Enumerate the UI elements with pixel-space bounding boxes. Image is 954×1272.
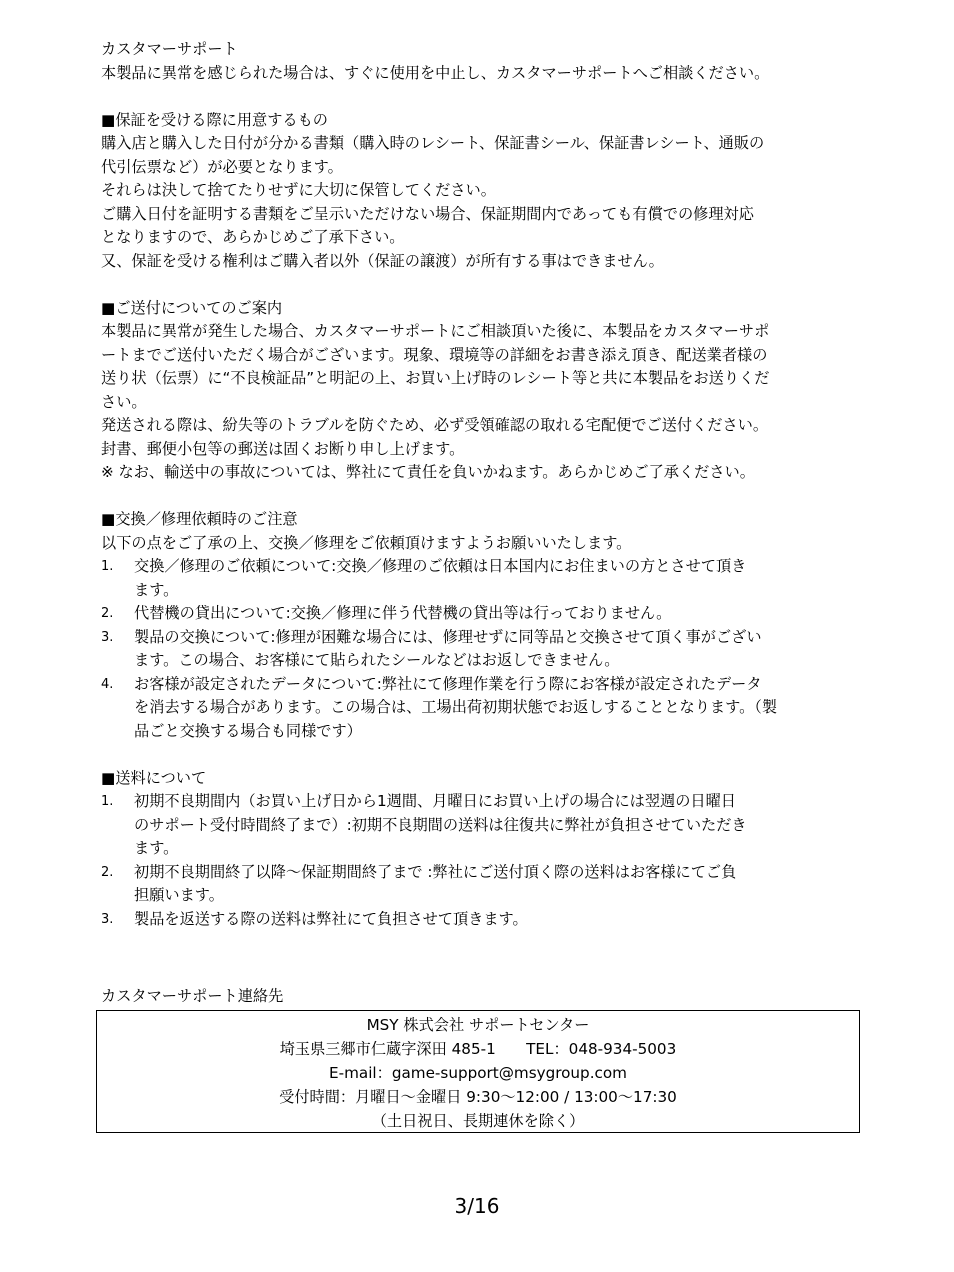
warranty-line: 購入店と購入した日付が分かる書類（購入時のレシート、保証書シール、保証書レシート、通販の xyxy=(101,134,765,152)
list-item-line: 初期不良期間内（お買い上げ日から1週間、月曜日にお買い上げの場合には翌週の日曜日 xyxy=(134,792,736,810)
shipping-line: 封書、郵便小包等の郵送は固くお断り申し上げます。 xyxy=(101,439,465,458)
list-item-line: ます。 xyxy=(134,580,179,599)
warranty-line: 又、保証を受ける権利はご購入者以外（保証の譲渡）が所有する事はできません。 xyxy=(101,251,664,270)
shipping-line: 本製品に異常が発生した場合、カスタマーサポートにご相談頂いた後に、本製品をカスタマーサポ xyxy=(101,322,770,340)
list-item-line: 製品の交換について:修理が困難な場合には、修理せずに同等品と交換させて頂く事がござい xyxy=(134,627,762,646)
contact-label: カスタマーサポート連絡先 xyxy=(101,987,284,1005)
shipping-line: 送り状（伝票）に“不良検証品”と明記の上、お買い上げ時のレシート等と共に本製品をお送りくだ xyxy=(101,369,770,387)
list-item-line: 担願います。 xyxy=(134,886,224,904)
exchange-intro: 以下の点をご了承の上、交換／修理をご依頼頂けますようお願いいたします。 xyxy=(101,533,632,552)
contact-company: MSY 株式会社 サポートセンター xyxy=(366,1016,590,1034)
list-number: 3. xyxy=(101,911,114,927)
list-item-line: を消去する場合があります。この場合は、工場出荷初期状態でお返しすることとなります。（製 xyxy=(134,698,778,716)
warranty-line: となりますので、あらかじめご了承下さい。 xyxy=(101,228,405,246)
list-number: 1. xyxy=(101,794,114,809)
contact-address: 埼玉県三郷市仁蔵字深田 485-1 TEL：048-934-5003 xyxy=(279,1040,677,1058)
contact-note: （土日祝日、長期連休を除く） xyxy=(371,1112,585,1130)
list-item xyxy=(101,602,861,626)
list-item-line: 代替機の貸出について:交換／修理に伴う代替機の貸出等は行っておりません。 xyxy=(134,604,672,622)
shipping-line: ートまでご送付いただく場合がございます。現象、環境等の詳細をお書き添え頂き、配送業者様の xyxy=(101,345,768,364)
support-heading: カスタマーサポート xyxy=(101,40,238,58)
list-item xyxy=(101,908,861,932)
list-item xyxy=(101,861,861,908)
shipping-line: 発送される際は、紛失等のトラブルを防ぐため、必ず受領確認の取れる宅配便でご送付ください。 xyxy=(101,416,769,434)
warranty-heading: ■保証を受ける際に用意するもの xyxy=(101,110,328,129)
shipping-line: さい。 xyxy=(101,392,147,411)
list-number: 3. xyxy=(101,629,114,645)
list-item-line: 品ごと交換する場合も同様です） xyxy=(134,721,362,740)
list-item-line: ます。 xyxy=(134,839,179,857)
list-number: 1. xyxy=(101,559,114,574)
warranty-line: それらは決して捨てたりせずに大切に保管してください。 xyxy=(101,181,496,199)
list-item-line: ます。この場合、お客様にて貼られたシールなどはお返しできません。 xyxy=(134,651,620,669)
contact-box xyxy=(96,1010,860,1133)
list-item xyxy=(101,626,861,673)
list-item xyxy=(101,790,861,861)
document-body xyxy=(101,38,861,931)
fees-heading: ■送料について xyxy=(101,768,207,787)
support-text: 本製品に異常を感じられた場合は、すぐに使用を中止し、カスタマーサポートへご相談ください。 xyxy=(101,63,770,82)
exchange-heading: ■交換／修理依頼時のご注意 xyxy=(101,510,298,528)
list-number: 2. xyxy=(101,606,114,621)
list-item xyxy=(101,555,861,602)
contact-email: E-mail：game-support@msygroup.com xyxy=(329,1064,627,1082)
list-number: 2. xyxy=(101,864,114,880)
shipping-line: ※ なお、輸送中の事故については、弊社にて責任を負いかねます。あらかじめご了承ください。 xyxy=(101,463,755,481)
list-item xyxy=(101,673,861,744)
page-number: 3/16 xyxy=(454,1194,500,1218)
contact-hours: 受付時間：月曜日～金曜日 9:30～12:00 / 13:00～17:30 xyxy=(279,1088,677,1106)
list-item-line: お客様が設定されたデータについて:弊社にて修理作業を行う際にお客様が設定されたデータ xyxy=(134,674,762,693)
list-item-line: 初期不良期間終了以降～保証期間終了まで :弊社にご送付頂く際の送料はお客様にてご負 xyxy=(134,862,737,881)
warranty-line: 代引伝票など）が必要となります。 xyxy=(101,157,343,176)
list-number: 4. xyxy=(101,676,114,692)
list-item-line: 製品を返送する際の送料は弊社にて負担させて頂きます。 xyxy=(134,909,528,928)
shipping-heading: ■ご送付についてのご案内 xyxy=(101,298,283,317)
warranty-line: ご購入日付を証明する書類をご呈示いただけない場合、保証期間内であっても有償での修理対応 xyxy=(101,204,754,223)
list-item-line: のサポート受付時間終了まで）:初期不良期間の送料は往復共に弊社が負担させていただき xyxy=(134,815,747,834)
list-item-line: 交換／修理のご依頼について:交換／修理のご依頼は日本国内にお住まいの方とさせて頂き xyxy=(134,557,747,575)
